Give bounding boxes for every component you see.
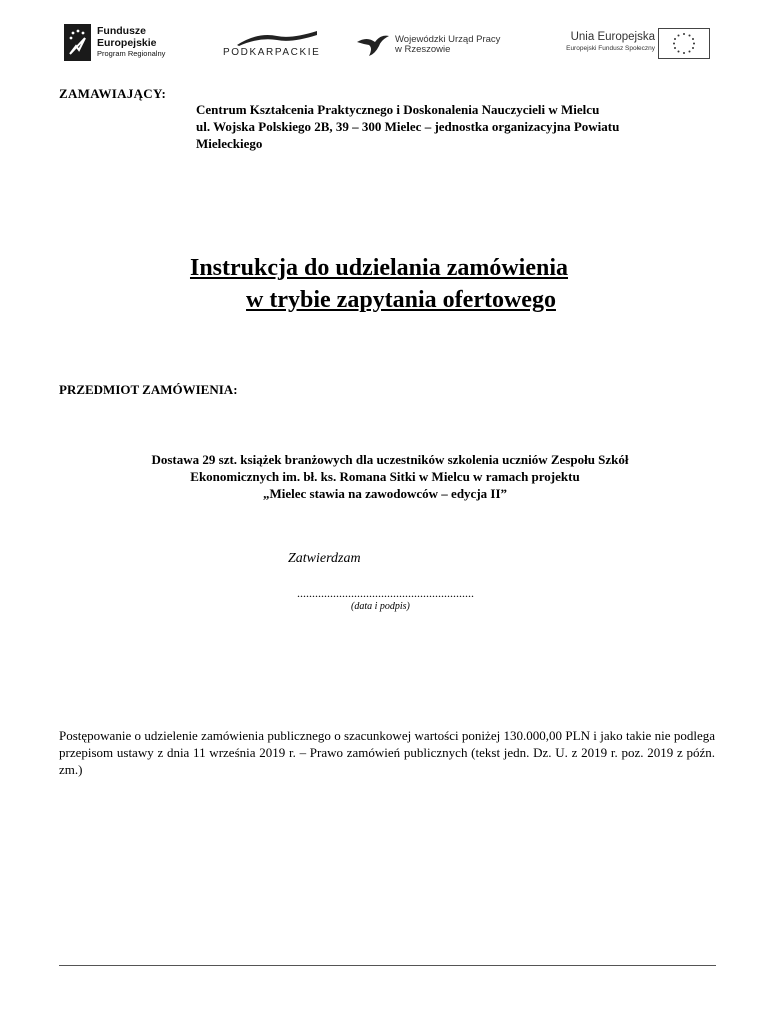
eu-flag-icon [658, 28, 710, 59]
fe-logo-line3: Program Regionalny [97, 49, 166, 58]
podkarpackie-logo [223, 30, 333, 62]
signature-caption: (data i podpis) [351, 601, 410, 612]
przedmiot-description [0, 451, 770, 502]
wup-logo-line1: Wojewódzki Urząd Pracy [395, 34, 501, 45]
document-title-line1: Instrukcja do udzielania zamówienia [189, 255, 569, 281]
approval-label: Zatwierdzam [288, 551, 361, 566]
przedmiot-line1: Dostawa 29 szt. książek branżowych dla uczestników szkolenia uczniów Zespołu Szkół [151, 452, 629, 467]
fe-logo-line2: Europejskie [97, 37, 157, 49]
wup-logo [355, 30, 510, 60]
zamawiajacy-details [196, 101, 716, 152]
przedmiot-line2: Ekonomicznych im. bł. ks. Romana Sitki w Mielcu w ramach projektu [190, 469, 580, 484]
przedmiot-line3: „Mielec stawia na zawodowców – edycja II” [262, 486, 508, 501]
fe-logo-line1: Fundusze [97, 25, 146, 37]
fe-flag-icon [64, 24, 91, 61]
document-title-line2: w trybie zapytania ofertowego [246, 287, 556, 313]
przedmiot-label: PRZEDMIOT ZAMÓWIENIA: [59, 382, 238, 397]
zamawiajacy-address: ul. Wojska Polskiego 2B, 39 – 300 Mielec – jednostka organizacyjna Powiatu [196, 119, 620, 134]
ue-logo-line2: Europejski Fundusz Społeczny [566, 45, 655, 52]
legal-notice: Postępowanie o udzielenie zamówienia publicznego o szacunkowej wartości poniżej 130.000,00 PLN i jako takie nie podlega przepisom ustawy z dnia 11 września 2019 r. – Prawo zamówień publicznych (tekst jedn. Dz. U. z 2019 r. poz. 2019 z późn. zm.) [59, 728, 715, 777]
unia-europejska-logo [528, 28, 718, 60]
zamawiajacy-address-cont: Mieleckiego [196, 136, 263, 151]
zamawiajacy-label: ZAMAWIAJĄCY: [59, 86, 167, 101]
podkarpackie-logo-text: PODKARPACKIE [223, 47, 321, 58]
ue-logo-line1: Unia Europejska [570, 31, 655, 43]
fundusze-europejskie-logo [64, 24, 184, 64]
wup-logo-line2: w Rzeszowie [395, 44, 451, 55]
zamawiajacy-name: Centrum Kształcenia Praktycznego i Doskonalenia Nauczycieli w Mielcu [196, 102, 600, 117]
wup-bird-icon [355, 32, 391, 58]
podkarpackie-mountains-icon [237, 30, 317, 46]
signature-line: ........................................................... [297, 586, 474, 600]
footer-divider [59, 965, 716, 966]
